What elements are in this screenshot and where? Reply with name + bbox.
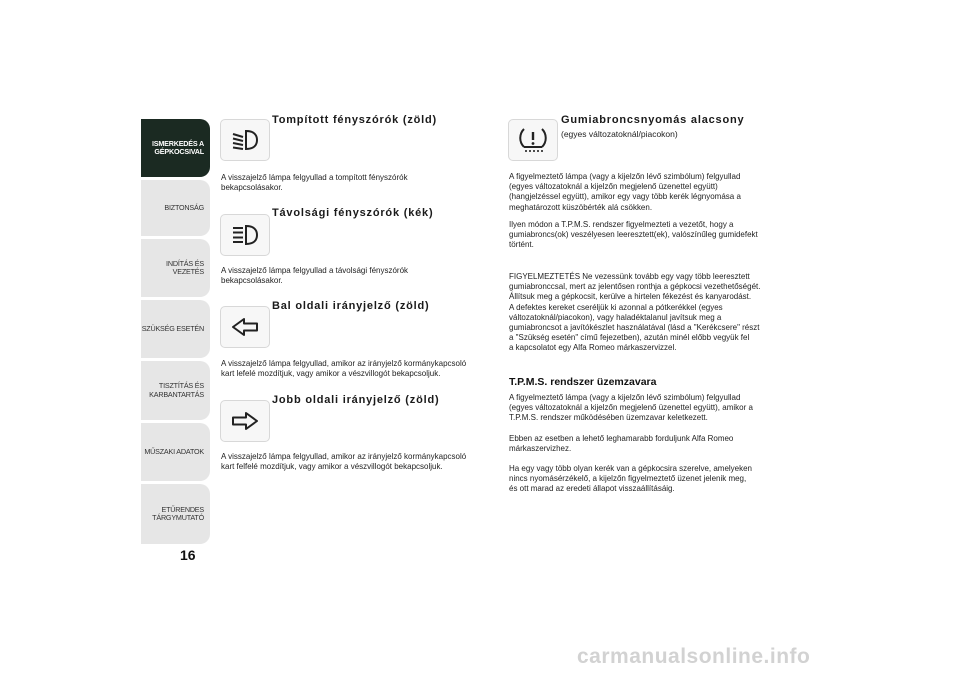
paragraph-tire-1: A figyelmeztető lámpa (vagy a kijelzőn lévő szimbólum) felgyullad (egyes változatoknál a kijelzőn megjelenő üzenettel együtt) (hangjelzéssel együtt), amikor egy vagy több kerék légnyomása a meghatározott küszöbérték alá csökken. [509, 171, 741, 212]
low-beam-icon [220, 119, 270, 161]
sidebar-tab-targymutato[interactable] [141, 484, 210, 544]
sidebar-tab-label: MŰSZAKI ADATOK [144, 446, 204, 456]
sidebar-tab-label: ETŰRENDES TÁRGYMUTATÓ [152, 504, 204, 522]
paragraph-tpms-1: A figyelmeztető lámpa (vagy a kijelzőn lévő szimbólum) felgyullad (egyes változatoknál a kijelzőn megjelenő üzenettel együtt), amikor a T.P.M.S. rendszer működésében üzemzavar keletkezett. [509, 392, 753, 423]
section-text-right-turn: A visszajelző lámpa felgyullad, amikor az irányjelző kormánykapcsoló kart felfelé mozdítjuk, vagy amikor a vészvillogót bekapcsoljuk. [221, 451, 467, 472]
sidebar-tab-szukseg[interactable] [141, 300, 210, 358]
section-text-low-beam: A visszajelző lámpa felgyullad a tompított fényszórók bekapcsolásakor. [221, 172, 408, 193]
section-text-left-turn: A visszajelző lámpa felgyullad, amikor az irányjelző kormánykapcsoló kart lefelé mozdítjuk, vagy amikor a vészvillogót bekapcsoljuk. [221, 358, 467, 379]
sidebar-tab-muszaki[interactable] [141, 423, 210, 481]
sidebar-tab-ismerkedes[interactable] [141, 119, 210, 177]
high-beam-icon [220, 214, 270, 256]
sidebar-tab-label: BIZTONSÁG [164, 202, 204, 212]
tire-pressure-warning-icon [508, 119, 558, 161]
sidebar-tab-label: TISZTÍTÁS ÉS KARBANTARTÁS [149, 381, 204, 399]
sidebar-tab-biztonsag[interactable] [141, 180, 210, 236]
section-title-low-beam: Tompított fényszórók (zöld) [272, 114, 437, 126]
section-title-high-beam: Távolsági fényszórók (kék) [272, 207, 434, 219]
sidebar-tab-label: SZÜKSÉG ESETÉN [141, 323, 204, 333]
section-text-high-beam: A visszajelző lámpa felgyullad a távolsági fényszórók bekapcsolásakor. [221, 265, 409, 286]
paragraph-tpms-2: Ebben az esetben a lehető leghamarabb forduljunk Alfa Romeo márkaszervizhez. [509, 433, 734, 454]
paragraph-tire-2: Ilyen módon a T.P.M.S. rendszer figyelmezteti a vezetőt, hogy a gumiabroncs(ok) veszélyesen leeresztett(ek), valószínűleg gumidefekt történt. [509, 219, 758, 250]
sidebar-tab-tisztitas[interactable] [141, 361, 210, 420]
section-subtitle-tire-pressure: (egyes változatoknál/piacokon) [561, 129, 678, 139]
right-turn-arrow-icon [220, 400, 270, 442]
paragraph-tire-warning: FIGYELMEZTETÉS Ne vezessünk tovább egy vagy több leeresztett gumiabronccsal, mert az jelentősen ronthja a gépkocsi vezethetőségét. Állítsuk meg a gépkocsit, kerülve a hirtelen fékezést és kanyarodást. A defektes kereket cseréljük ki azonnal a pótkerékkel (egyes változatoknál/piacokon), vagy haladéktalanul javítsuk meg a gumiabroncsot a javítókészlet használatával (lásd a "Kerékcsere" részt a "Szükség esetén" című fejezetben), azután minél előbb vegyük fel a kapcsolatot egy Alfa Romeo márkaszervizzel. [509, 271, 761, 353]
watermark-text: carmanualsonline.info [577, 645, 811, 668]
page-number: 16 [180, 547, 196, 563]
section-title-tire-pressure: Gumiabroncsnyomás alacsony [561, 114, 745, 126]
paragraph-tpms-3: Ha egy vagy több olyan kerék van a gépkocsira szerelve, amelyeken nincs nyomásérzékelő, a kijelzőn figyelmeztető üzenet jelenik meg, és ott marad az eredeti állapot visszaállításáig. [509, 463, 753, 494]
sidebar-tab-label: INDÍTÁS ÉS VEZETÉS [166, 258, 204, 276]
left-turn-arrow-icon [220, 306, 270, 348]
sidebar-tab-inditas[interactable] [141, 239, 210, 297]
section-title-right-turn: Jobb oldali irányjelző (zöld) [272, 394, 440, 406]
sidebar-tab-label: ISMERKEDÉS A GÉPKOCSIVAL [151, 138, 204, 156]
tpms-fault-heading: T.P.M.S. rendszer üzemzavara [509, 376, 657, 388]
section-title-left-turn: Bal oldali irányjelző (zöld) [272, 300, 430, 312]
